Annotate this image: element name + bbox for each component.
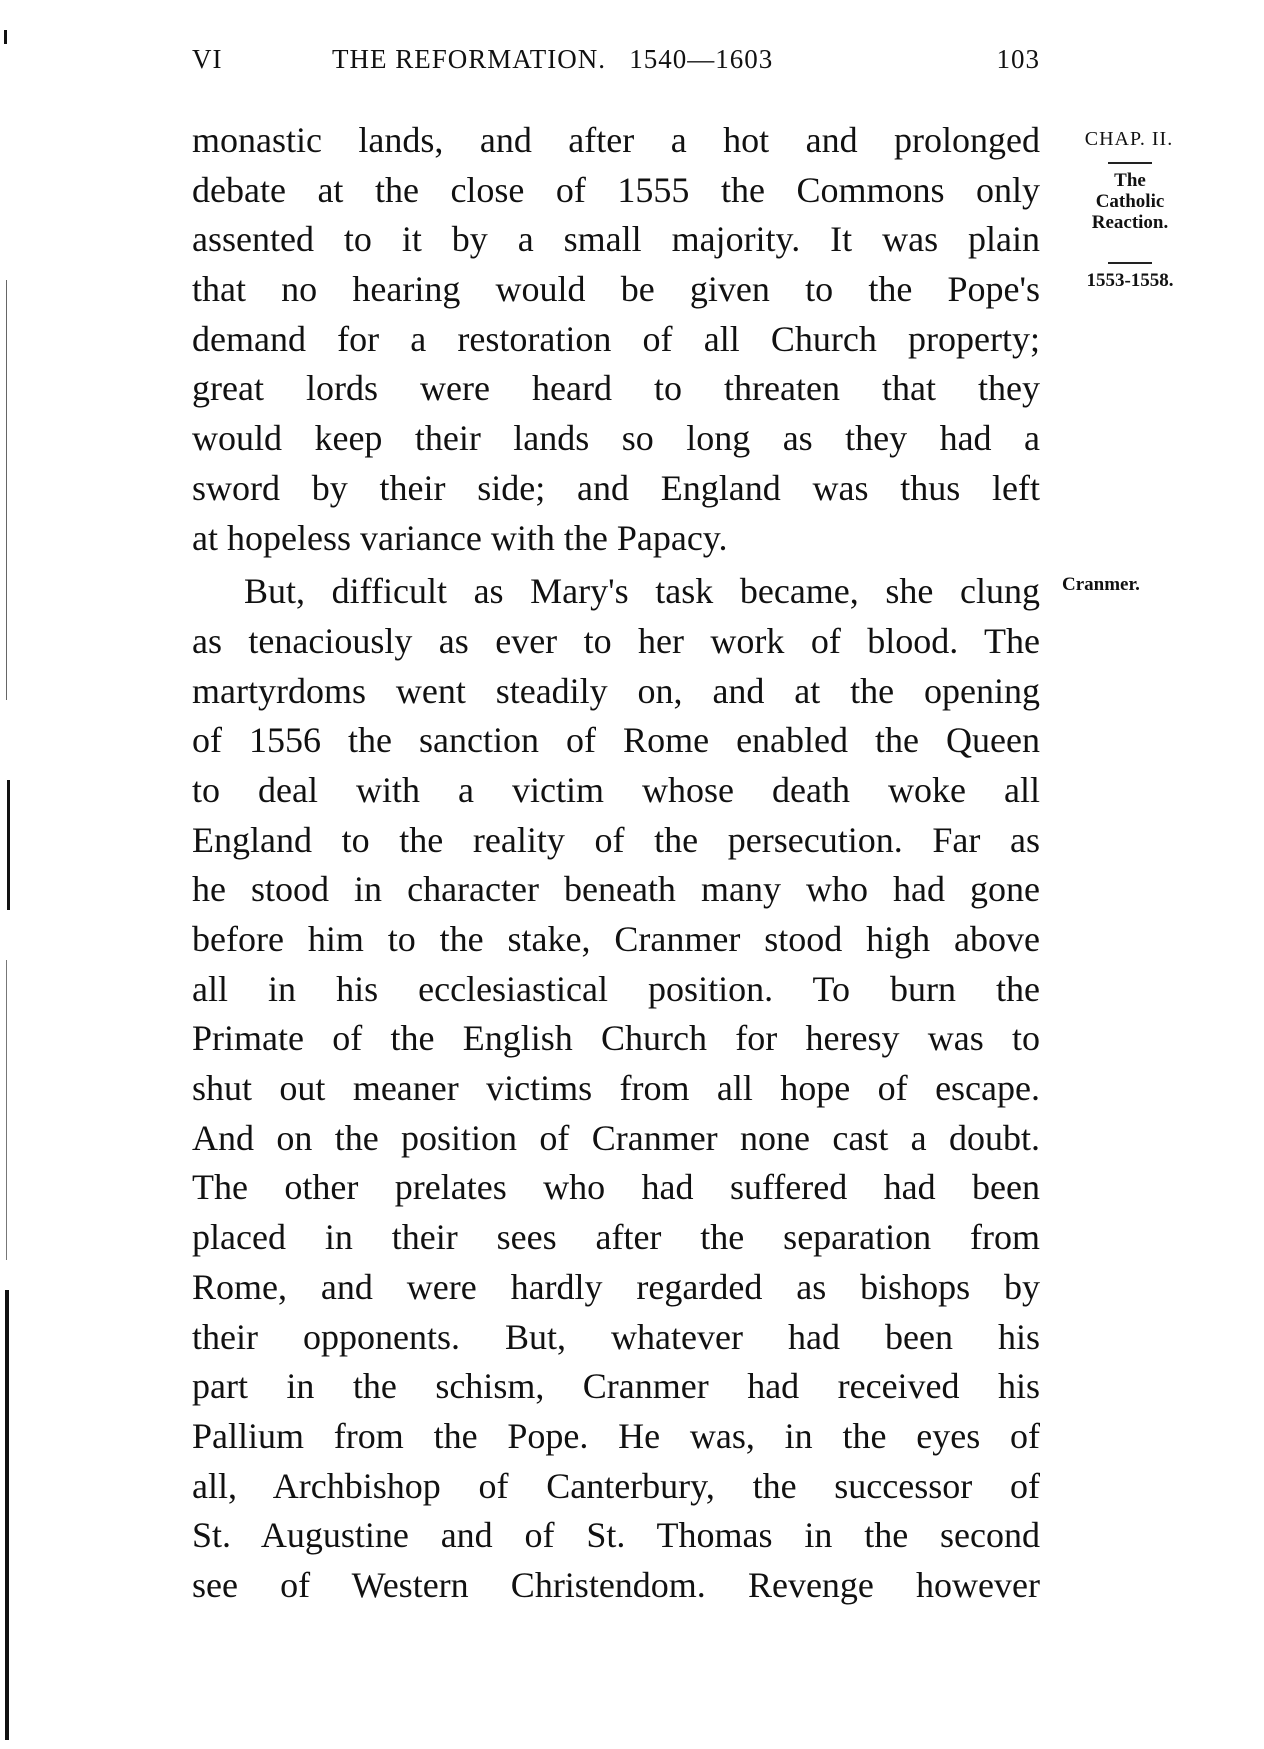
text-line: sword by their side; and England was thus left <box>192 467 1040 508</box>
text-line: he stood in character beneath many who had gone <box>192 869 1040 910</box>
text-line: at hopeless variance with the Papacy. <box>192 517 728 558</box>
text-line: all, Archbishop of Canterbury, the successor of <box>192 1465 1040 1506</box>
text-line: all in his ecclesiastical position. To burn the <box>192 968 1040 1009</box>
text-line: But, difficult as Mary's task became, she clung <box>244 571 1040 612</box>
text-line: before him to the stake, Cranmer stood high above <box>192 919 1040 959</box>
text-line: great lords were heard to threaten that they <box>192 368 1040 409</box>
text-line: shut out meaner victims from all hope of escape. <box>192 1068 1040 1109</box>
text-line: their opponents. But, whatever had been his <box>192 1316 1040 1357</box>
margin-note-line: The <box>1114 170 1146 191</box>
scan-edge-mark <box>5 1290 9 1740</box>
text-line: demand for a restoration of all Church property; <box>192 318 1040 359</box>
margin-note-line: Reaction. <box>1091 212 1169 233</box>
scan-edge-mark <box>4 30 7 44</box>
text-line: Pallium from the Pope. He was, in the eyes of <box>192 1415 1040 1456</box>
margin-note-chapter: CHAP. II. <box>1084 128 1174 150</box>
scan-edge-mark <box>7 780 10 910</box>
text-line: Primate of the English Church for heresy was to <box>192 1018 1040 1059</box>
margin-note-line: Catholic <box>1095 191 1165 212</box>
text-line: to deal with a victim whose death woke all <box>192 769 1040 810</box>
text-line: St. Augustine and of St. Thomas in the second <box>192 1515 1040 1556</box>
text-line: placed in their sees after the separation from <box>192 1217 1040 1258</box>
margin-rule <box>1108 262 1152 264</box>
text-line: part in the schism, Cranmer had received his <box>192 1366 1040 1407</box>
body-text <box>192 116 1040 1611</box>
text-line: England to the reality of the persecution. Far as <box>192 819 1040 860</box>
text-line: assented to it by a small majority. It was plain <box>192 219 1040 260</box>
text-line: of 1556 the sanction of Rome enabled the Queen <box>192 720 1040 761</box>
text-line: as tenaciously as ever to her work of blood. The <box>192 620 1040 661</box>
text-line: debate at the close of 1555 the Commons only <box>192 169 1040 210</box>
header-page-number: 103 <box>996 44 1040 74</box>
paragraph <box>192 116 1040 563</box>
text-line: And on the position of Cranmer none cast a doubt. <box>192 1117 1040 1158</box>
text-line: Rome, and were hardly regarded as bishops by <box>192 1266 1040 1307</box>
margin-rule <box>1108 162 1152 164</box>
text-line: that no hearing would be given to the Pope's <box>192 269 1040 310</box>
text-line: would keep their lands so long as they had a <box>192 418 1040 459</box>
header-chapter-number: VI <box>192 44 223 74</box>
margin-note-cranmer: Cranmer. <box>1062 574 1140 595</box>
paragraph <box>192 567 1040 1610</box>
margin-note-years: 1553-1558. <box>1086 270 1174 291</box>
running-header <box>192 44 1040 84</box>
text-line: monastic lands, and after a hot and prolonged <box>192 120 1040 160</box>
text-line: The other prelates who had suffered had been <box>192 1167 1040 1208</box>
text-line: martyrdoms went steadily on, and at the opening <box>192 670 1040 711</box>
scan-edge-mark <box>6 960 7 1260</box>
margin-note-section-title <box>1070 170 1190 233</box>
header-title: THE REFORMATION. 1540—1603 <box>332 44 774 74</box>
text-line: see of Western Christendom. Revenge however <box>192 1564 1040 1605</box>
scan-edge-mark <box>6 280 7 700</box>
